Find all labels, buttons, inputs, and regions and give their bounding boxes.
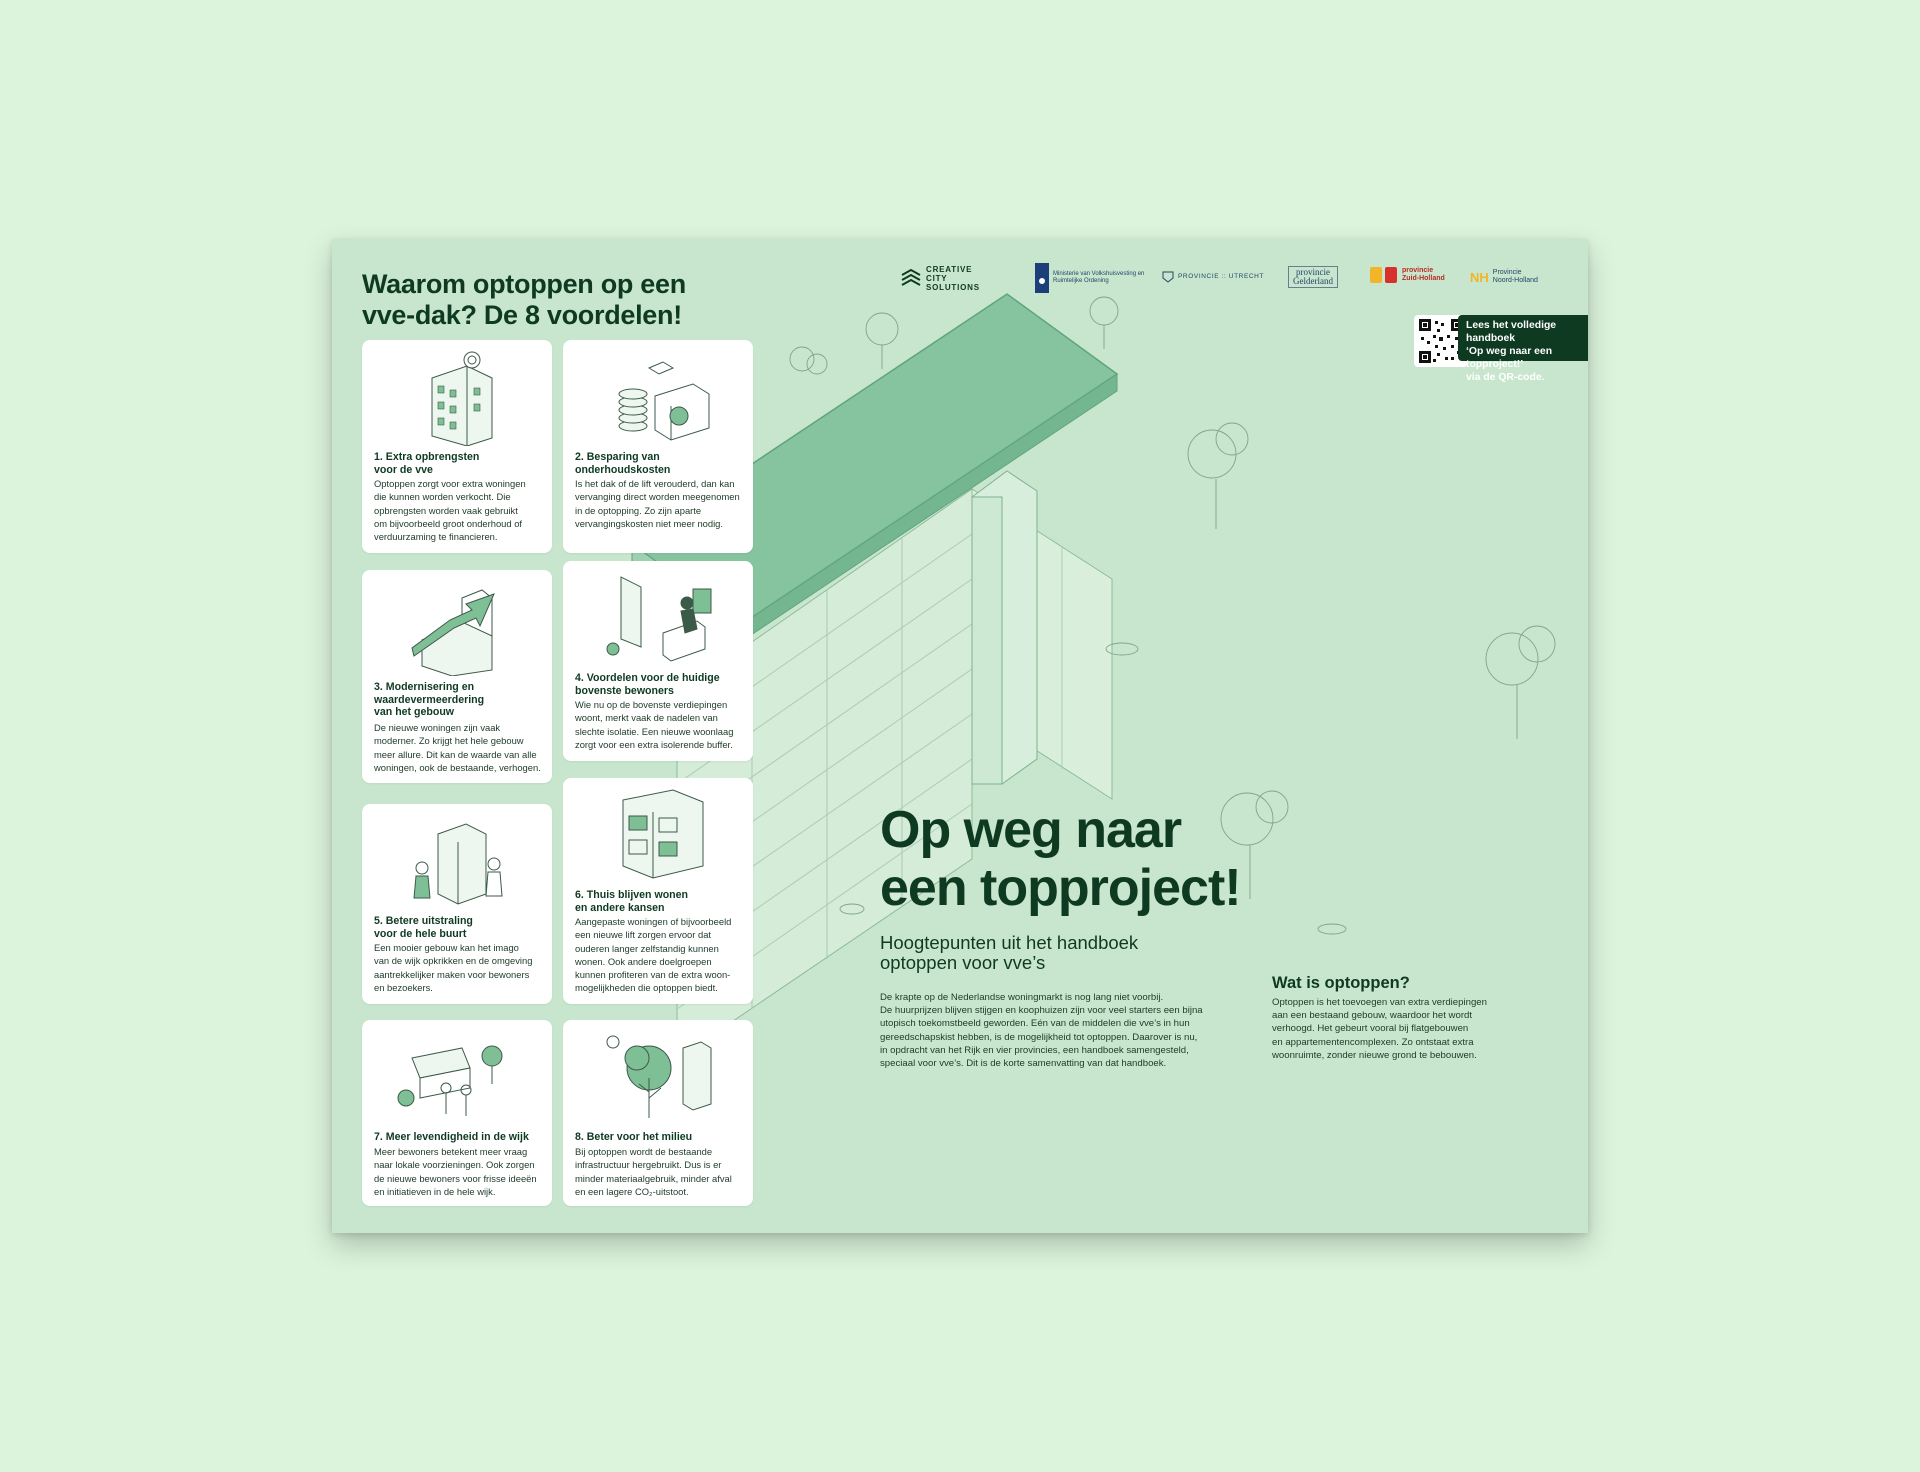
benefit-title-1: 1. Extra opbrengsten voor de vve [374, 451, 480, 476]
main-title: Op weg naar een topproject! [880, 801, 1241, 917]
logo-ministry: Ministerie van Volkshuisvesting en Ruimtelijke Ordening [1035, 263, 1144, 293]
ministry-crest-icon [1035, 263, 1049, 293]
benefit-title-5: 5. Betere uitstraling voor de hele buurt [374, 915, 473, 940]
benefit-card-3 [362, 570, 552, 783]
zuid-holland-lions-icon [1370, 266, 1398, 284]
benefit-text-5: Een mooier gebouw kan het imago van de wijk opkrikken en de omgeving aantrekkelijker maken voor bewoners en bezoekers. [374, 942, 533, 993]
tree-environment-icon [593, 1028, 723, 1126]
main-subtitle: Hoogtepunten uit het handboek optoppen voor vve’s [880, 932, 1139, 973]
benefit-card-6 [563, 778, 753, 1004]
benefit-card-5 [362, 804, 552, 1004]
benefit-title-6: 6. Thuis blijven wonen en andere kansen [575, 889, 689, 914]
benefit-card-8 [563, 1020, 753, 1206]
benefit-card-4 [563, 561, 753, 761]
benefit-card-1 [362, 340, 552, 553]
what-heading: Wat is optoppen? [1272, 974, 1410, 992]
benefit-title-7: 7. Meer levendigheid in de wijk [374, 1131, 529, 1143]
qr-handbook-note: Lees het volledige handboek ‘Op weg naar een topproject!’ via de QR-code. [1458, 315, 1588, 361]
benefit-text-2: Is het dak of de lift verouderd, dan kan vervanging direct worden meegenomen in de optopping. Zo zijn aparte vervangingskosten niet meer nodig. [575, 478, 740, 529]
logo-utrecht: PROVINCIE :: UTRECHT [1162, 271, 1264, 283]
benefit-text-6: Aangepaste woningen of bijvoorbeeld een nieuwe lift zorgen ervoor dat ouderen langer zelfstandig kunnen wonen. Ook andere doelgroepen kunnen profiteren van de extra woon- mogelijkheden die optoppen biedt. [575, 916, 732, 994]
benefit-text-1: Optoppen zorgt voor extra woningen die kunnen worden verkocht. Die opbrengsten worden vaak gebruikt om bijvoorbeeld groot onderhoud of verduurzaming te financieren. [374, 478, 526, 543]
utrecht-shield-icon [1162, 271, 1174, 283]
noord-holland-mark-icon: NH [1470, 269, 1489, 285]
benefit-card-7 [362, 1020, 552, 1206]
ccs-mark-icon [900, 267, 922, 291]
benefit-text-4: Wie nu op de bovenste verdiepingen woont, merkt vaak de nadelen van slechte isolatie. Een nieuwe woonlaag zorgt voor een extra isolerende buffer. [575, 699, 734, 750]
benefit-title-4: 4. Voordelen voor de huidige bovenste bewoners [575, 672, 720, 697]
neighbors-building-icon [392, 812, 522, 910]
intro-text: De krapte op de Nederlandse woningmarkt is nog lang niet voorbij. De huurprijzen blijven stijgen en koophuizen zijn voor veel starters een bijna utopisch toekomstbeeld geworden. Eén van de middelen die vve’s in hun gereedschapskist hebben, is de mogelijkheid tot optoppen. Daarover is nu, in opdracht van het Rijk en vier provincies, een handboek samengesteld, speciaal voor vve’s. Dit is de korte samenvatting van dat handboek. [880, 992, 1203, 1070]
logo-gelderland: provincie Gelderland [1288, 266, 1338, 288]
poster [332, 239, 1588, 1233]
coin-building-icon [392, 348, 522, 446]
benefit-text-8: Bij optoppen wordt de bestaande infrastructuur hergebruikt. Dus is er minder materiaalgebruik, minder afval en een lagere CO₂-uitstoot. [575, 1146, 732, 1197]
balconies-residents-icon [593, 786, 723, 884]
logo-creative-city-solutions: CREATIVE CITY SOLUTIONS [900, 265, 980, 292]
logo-zuid-holland: provincie Zuid-Holland [1370, 266, 1445, 284]
logo-noord-holland: NH Provincie Noord-Holland [1470, 269, 1538, 285]
benefit-title-3: 3. Modernisering en waardevermeerdering van het gebouw [374, 681, 485, 718]
resident-armchair-icon [593, 569, 723, 667]
benefit-text-7: Meer bewoners betekent meer vraag naar lokale voorzieningen. Ook zorgen de nieuwe bewoners voor frisse ideeën en initiatieven in de hele wijk. [374, 1146, 537, 1197]
street-life-icon [392, 1028, 522, 1126]
qr-code-icon [1419, 319, 1463, 363]
benefits-heading: Waarom optoppen op een vve-dak? De 8 voordelen! [362, 269, 686, 330]
partner-logos [900, 263, 1570, 299]
what-text: Optoppen is het toevoegen van extra verdiepingen aan een bestaand gebouw, waardoor het wordt verhoogd. Het gebeurt vooral bij flatgebouwen en appartementencomplexen. Zo ontstaat extra woonruimte, zonder nieuwe grond te bebouwen. [1272, 997, 1487, 1061]
benefit-card-2 [563, 340, 753, 553]
benefit-title-2: 2. Besparing van onderhoudskosten [575, 451, 671, 476]
benefit-title-8: 8. Beter voor het milieu [575, 1131, 693, 1143]
growth-arrow-building-icon [392, 578, 522, 676]
coins-toolbox-icon [593, 348, 723, 446]
benefit-text-3: De nieuwe woningen zijn vaak moderner. Zo krijgt het hele gebouw meer allure. Dit kan de waarde van alle woningen, ook de bestaande, verhogen. [374, 722, 541, 773]
